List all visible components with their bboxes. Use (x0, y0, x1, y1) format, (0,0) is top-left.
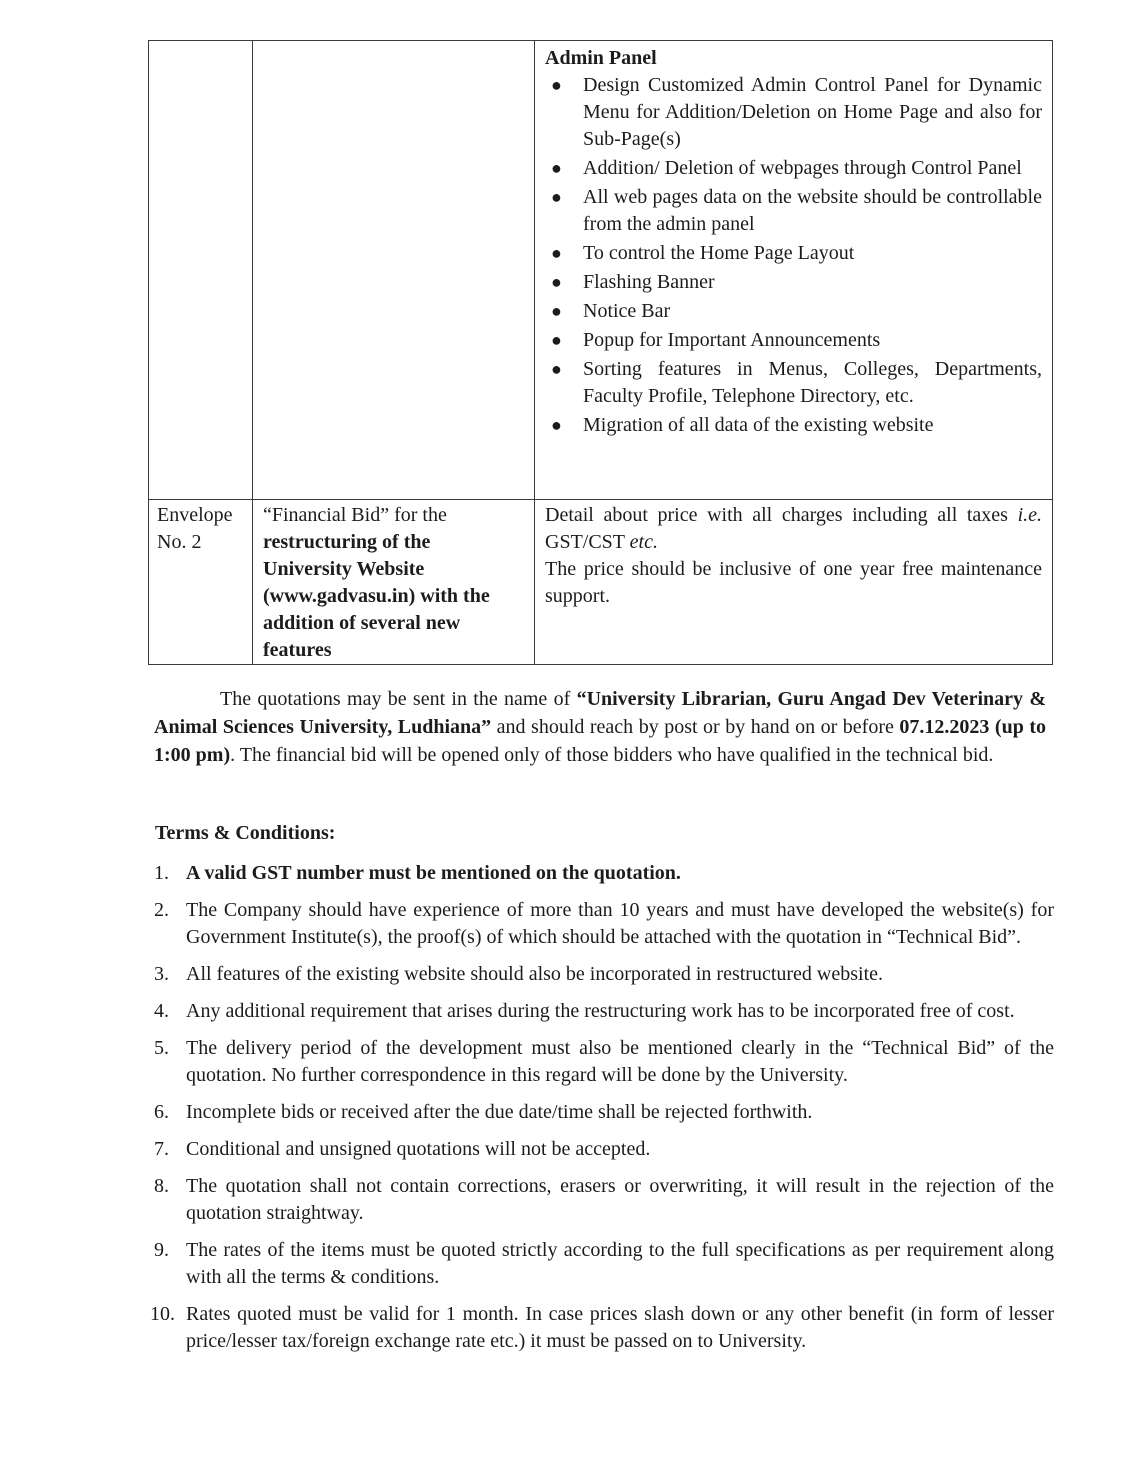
price-detail-etc: etc. (629, 531, 658, 553)
quotation-paragraph: The quotations may be sent in the name of “University Librarian, Guru Angad Dev Veterinary & Animal Sciences University, Ludhiana” and should reach by post or by hand on or before 07.12.2023 (up to 1:00 pm). The financial bid will be opened only of those bidders who have qualified in the technical bid. (154, 688, 1046, 766)
bid-table (148, 40, 1053, 665)
due-date: 07.12.2023 (up to 1:00 pm) (154, 716, 1046, 766)
item-text: The delivery period of the development must also be mentioned clearly in the “Technical Bid” of the quotation. No further correspondence in this regard will be done by the University. (186, 1037, 1054, 1086)
bullet-icon: ● (551, 187, 562, 207)
list-item (150, 1173, 1054, 1227)
list-item: ● All web pages data on the website should be controllable from the admin panel (551, 186, 1042, 235)
item-number: 7. (154, 1138, 169, 1160)
list-item: ● To control the Home Page Layout (545, 240, 1042, 267)
price-detail-ie: i.e. (1017, 504, 1043, 526)
price-detail-text: Detail about price with all charges including all taxes (545, 504, 1008, 526)
list-item: ● Popup for Important Announcements (545, 327, 1042, 354)
list-item: ● Migration of all data of the existing website (545, 412, 1042, 439)
item-number: 5. (154, 1037, 169, 1059)
list-item: ● Addition/ Deletion of webpages through Control Panel (545, 155, 1042, 182)
terms-heading: Terms & Conditions: (155, 822, 336, 844)
list-item (150, 1237, 1054, 1291)
list-item: ● Design Customized Admin Control Panel for Dynamic Menu for Addition/Deletion on Home Page and also for Sub-Page(s) (551, 74, 1042, 150)
financial-bid-description: restructuring of the University Website (www.gadvasu.in) with the addition of several new features (263, 531, 490, 661)
table-row (149, 500, 1053, 665)
item-text: A valid GST number must be mentioned on the quotation. (186, 862, 681, 884)
item-number: 2. (154, 899, 169, 921)
table-cell-empty (253, 41, 535, 500)
item-number: 1. (154, 862, 169, 884)
bullet-icon: ● (551, 359, 562, 379)
item-number: 3. (154, 963, 169, 985)
envelope-cell (149, 500, 253, 665)
admin-panel-cell (535, 41, 1053, 500)
bullet-icon: ● (551, 158, 562, 178)
list-item (150, 961, 1054, 988)
list-item: ● Sorting features in Menus, Colleges, Departments, Faculty Profile, Telephone Directory, etc. (551, 358, 1042, 407)
item-text: The quotation shall not contain corrections, erasers or overwriting, it will result in the rejection of the quotation straightway. (186, 1175, 1054, 1224)
item-number: 9. (154, 1239, 169, 1261)
item-number: 8. (154, 1175, 169, 1197)
list-item: ● Flashing Banner (545, 269, 1042, 296)
bullet-icon: ● (551, 272, 562, 292)
list-item (150, 897, 1054, 951)
bullet-icon: ● (551, 301, 562, 321)
admin-panel-list (545, 72, 1042, 439)
list-item: ● Notice Bar (545, 298, 1042, 325)
item-number: 4. (154, 1000, 169, 1022)
table-cell-empty (149, 41, 253, 500)
bullet-icon: ● (551, 330, 562, 350)
item-text: Any additional requirement that arises during the restructuring work has to be incorporated free of cost. (186, 1000, 1015, 1022)
admin-panel-heading: Admin Panel (545, 47, 657, 69)
item-text: The rates of the items must be quoted strictly according to the full specifications as per requirement along with all the terms & conditions. (186, 1239, 1054, 1288)
table-row (149, 41, 1053, 500)
addressee: “University Librarian, Guru Angad Dev Veterinary & Animal Sciences University, Ludhiana” (154, 688, 1046, 738)
envelope-label: Envelope No. 2 (157, 504, 233, 553)
item-text: The Company should have experience of more than 10 years and must have developed the website(s) for Government Institute(s), the proof(s) of which should be attached with the quotation in “Technical Bid”. (186, 899, 1054, 948)
item-number: 10. (150, 1303, 175, 1325)
price-detail-cell (535, 500, 1053, 665)
item-text: Rates quoted must be valid for 1 month. In case prices slash down or any other benefit (in form of lesser price/lesser tax/foreign exchange rate etc.) it must be passed on to University. (186, 1303, 1054, 1352)
price-detail-maintenance: The price should be inclusive of one year free maintenance support. (545, 558, 1042, 607)
financial-bid-cell (253, 500, 535, 665)
list-item (150, 998, 1054, 1025)
item-number: 6. (154, 1101, 169, 1123)
bullet-icon: ● (551, 75, 562, 95)
list-item (150, 1301, 1054, 1355)
list-item (150, 1099, 1054, 1126)
bullet-icon: ● (551, 415, 562, 435)
bullet-icon: ● (551, 243, 562, 263)
item-text: All features of the existing website should also be incorporated in restructured website. (186, 963, 884, 985)
terms-list (150, 860, 1054, 1365)
item-text: Incomplete bids or received after the due date/time shall be rejected forthwith. (186, 1101, 813, 1123)
list-item (150, 1136, 1054, 1163)
item-text: Conditional and unsigned quotations will not be accepted. (186, 1138, 651, 1160)
list-item (150, 1035, 1054, 1089)
price-detail-tax: GST/CST (545, 531, 625, 553)
financial-bid-prefix: “Financial Bid” for the (263, 504, 447, 526)
list-item (150, 860, 1054, 887)
